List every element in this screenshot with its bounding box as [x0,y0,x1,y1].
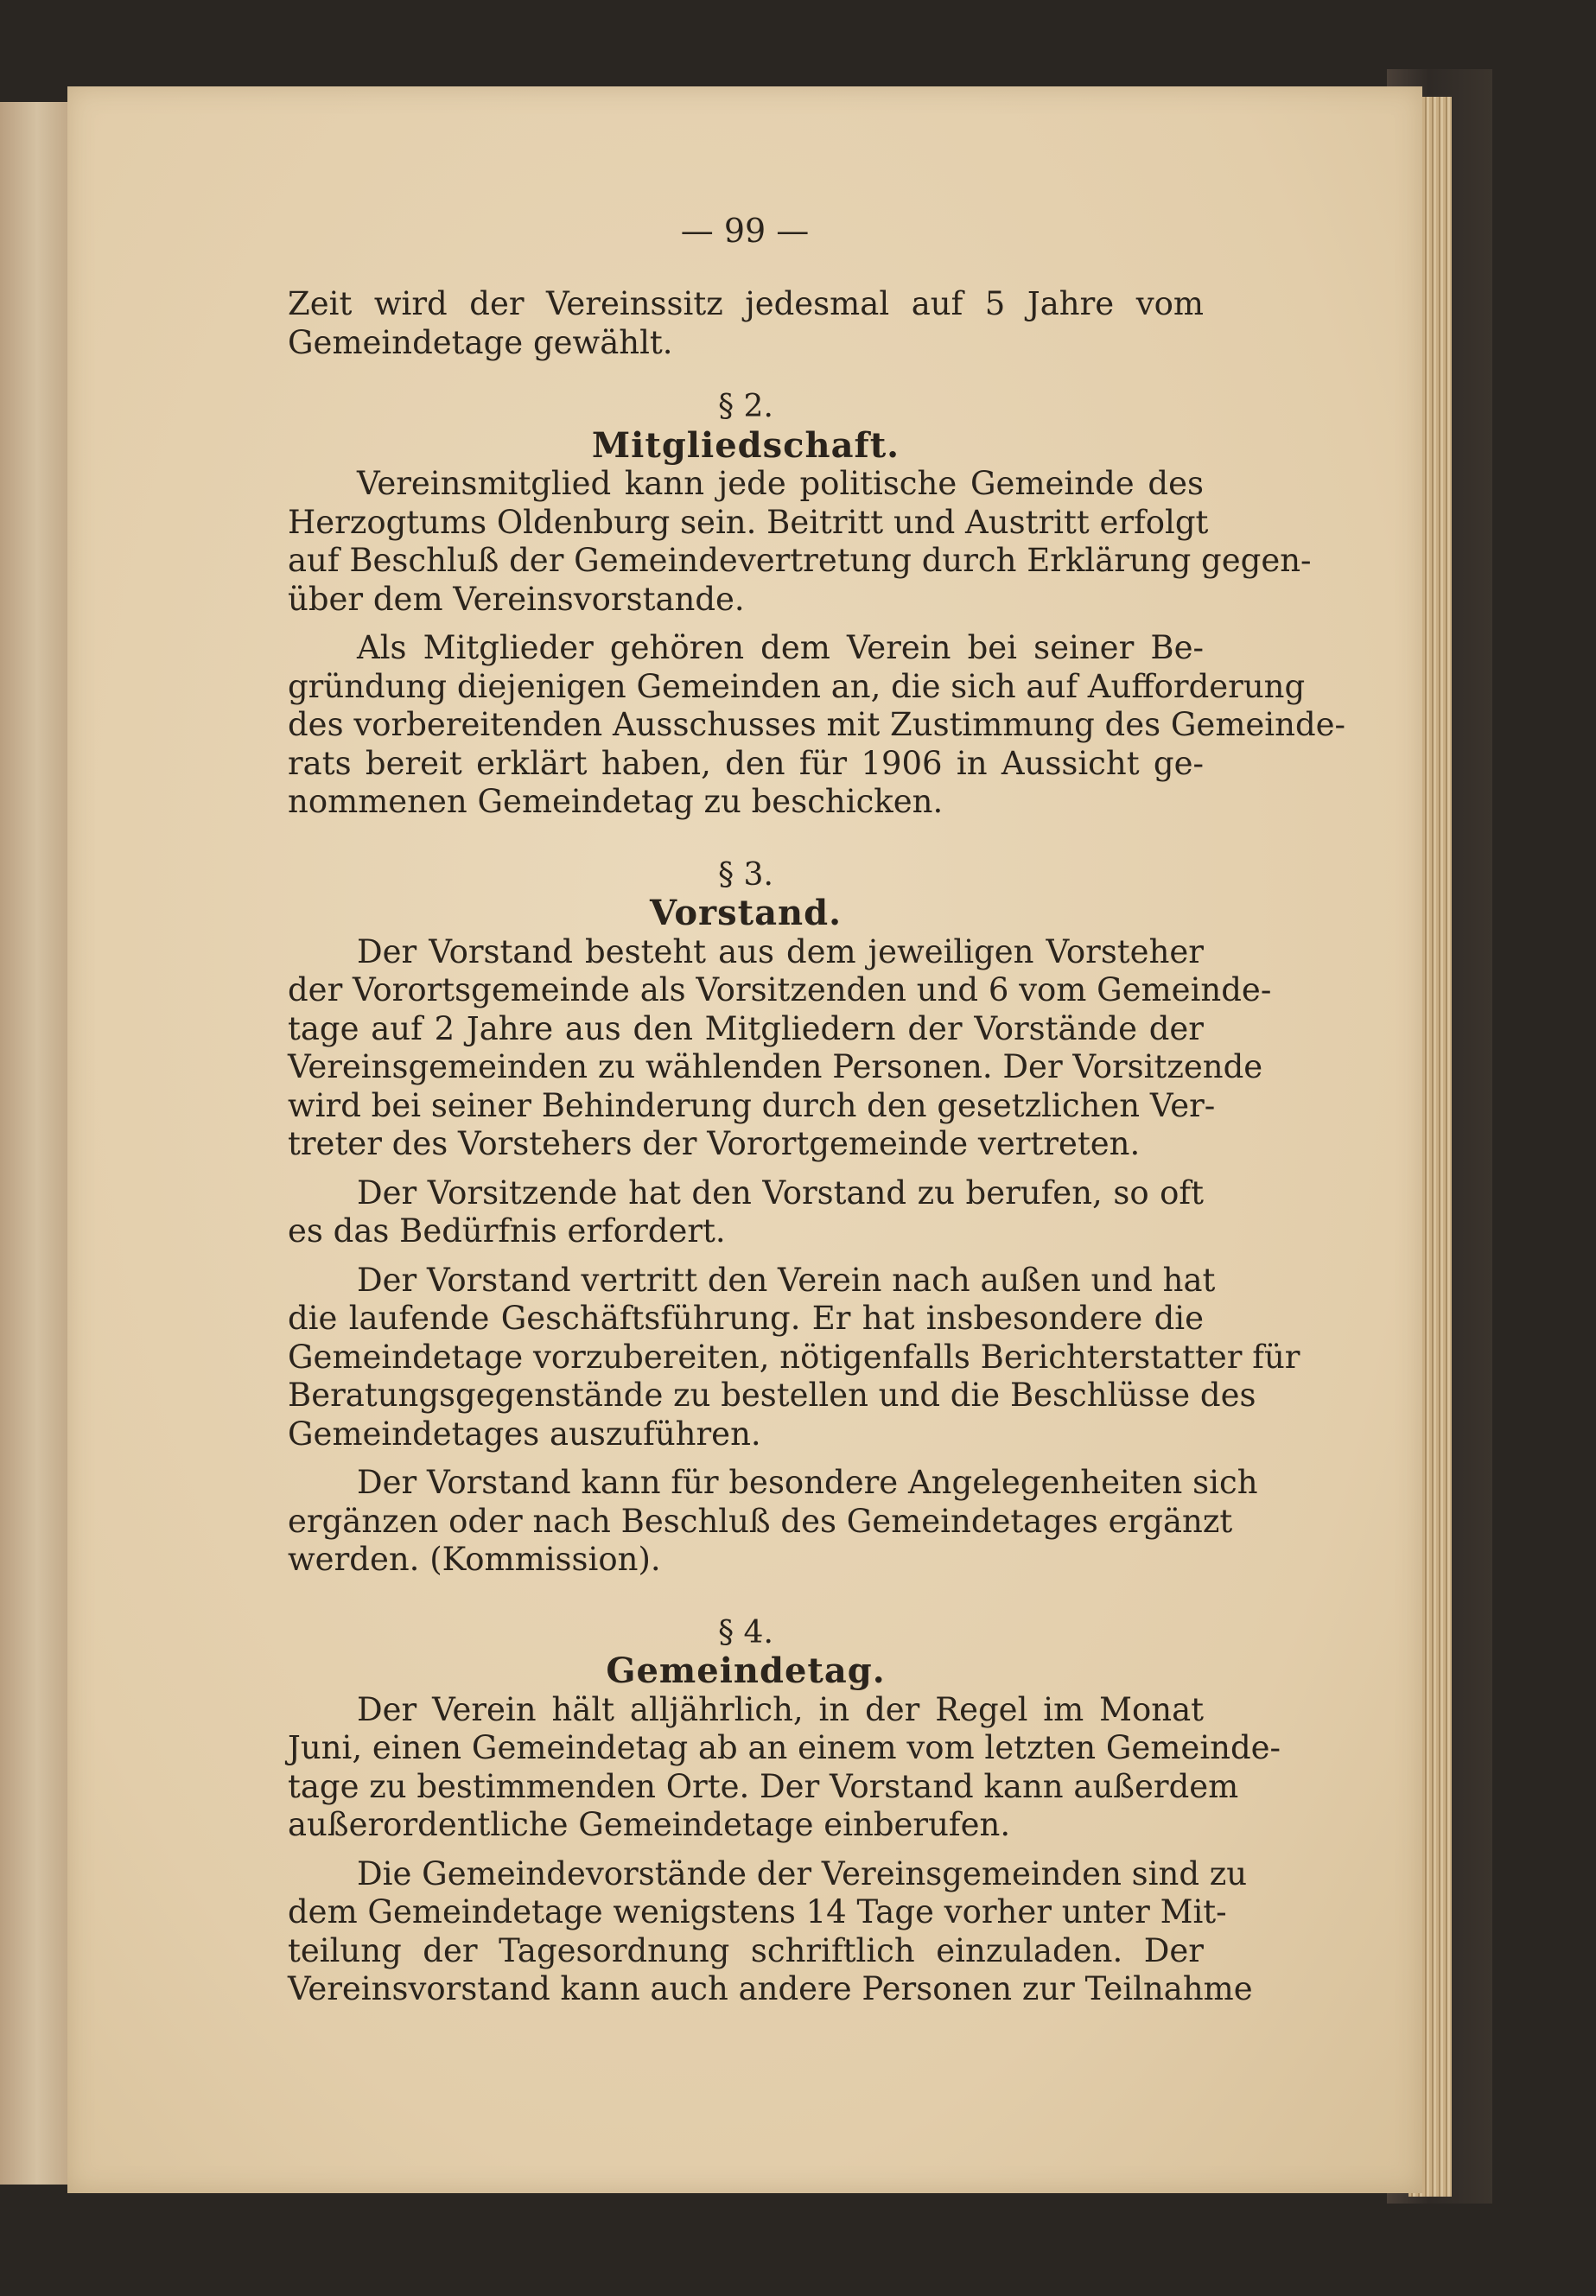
book-page [67,86,1422,2193]
section-number: § 4. [718,1614,773,1650]
text-line: Juni, einen Gemeindetag ab an einem vom letzten Gemeinde- [288,1729,1281,1766]
text-line: des vorbereitenden Ausschusses mit Zustimmung des Gemeinde- [288,706,1346,743]
text-line: Vereinsvorstand kann auch andere Personen zur Teilnahme [288,1970,1253,2007]
text-line: werden. (Kommission). [288,1541,661,1578]
text-line: die laufende Geschäftsführung. Er hat insbesondere die [288,1300,1204,1337]
text-line: außerordentliche Gemeindetage einberufen. [288,1806,1011,1843]
text-line: dem Gemeindetage wenigstens 14 Tage vorher unter Mit- [288,1893,1227,1930]
page-body [288,285,1346,2009]
paragraph [288,1690,1281,1845]
paragraph [288,932,1272,1164]
text-line: es das Bedürfnis erfordert. [288,1212,726,1250]
text-line: Zeit wird der Vereinssitz jedesmal auf 5 Jahre vom [288,285,1204,322]
paragraph [288,1464,1258,1580]
text-line: Vereinsgemeinden zu wählenden Personen. Der Vorsitzende [288,1048,1263,1085]
text-line: der Vorortsgemeinde als Vorsitzenden und 6 vom Gemeinde- [288,971,1272,1008]
text-line: Der Vorsitzende hat den Vorstand zu berufen, so oft [357,1173,1204,1212]
paragraph [288,1854,1253,2009]
page-number: — 99 — [680,212,810,250]
text-line: Die Gemeindevorstände der Vereinsgemeinden sind zu [357,1854,1248,1892]
text-line: rats bereit erklärt haben, den für 1906 in Aussicht ge- [288,744,1204,782]
section-heading: Mitgliedschaft. [591,424,900,466]
text-line: teilung der Tagesordnung schriftlich einzuladen. Der [288,1931,1204,1969]
text-line: auf Beschluß der Gemeindevertretung durch Erklärung gegen- [288,542,1312,579]
text-line: nommenen Gemeindetag zu beschicken. [288,783,944,820]
section-number: § 3. [718,856,773,893]
text-line: tage zu bestimmenden Orte. Der Vorstand kann außerdem [288,1767,1239,1805]
text-line: Vereinsmitglied kann jede politische Gemeinde des [357,465,1204,502]
text-line: treter des Vorstehers der Vorortgemeinde vertreten. [288,1125,1141,1162]
paragraph [288,1261,1300,1454]
text-line: wird bei seiner Behinderung durch den gesetzlichen Ver- [288,1086,1216,1124]
text-line: gründung diejenigen Gemeinden an, die sich auf Aufforderung [288,667,1306,705]
section-heading: Vorstand. [649,893,842,933]
text-line: Der Vorstand vertritt den Verein nach außen und hat [357,1261,1216,1299]
text-line: Beratungsgegenstände zu bestellen und die Beschlüsse des [288,1377,1256,1414]
text-line: Der Verein hält alljährlich, in der Regel im Monat [357,1690,1204,1728]
text-line: Gemeindetages auszuführen. [288,1415,761,1453]
text-line: über dem Vereinsvorstande. [288,580,745,618]
text-line: Herzogtums Oldenburg sein. Beitritt und Austritt erfolgt [288,503,1209,541]
text-line: tage auf 2 Jahre aus den Mitgliedern der Vorstände der [288,1009,1204,1047]
left-page-edge [0,102,70,2185]
text-line: ergänzen oder nach Beschluß des Gemeindetages ergänzt [288,1502,1233,1540]
section-heading: Gemeindetag. [606,1650,886,1691]
text-line: Als Mitglieder gehören dem Verein bei seiner Be- [357,629,1204,666]
paragraph [288,465,1312,619]
text-line: Gemeindetage vorzubereiten, nötigenfalls Berichterstatter für [288,1338,1300,1376]
paragraph [288,1174,1204,1251]
text-line: Der Vorstand besteht aus dem jeweiligen Vorsteher [357,932,1204,970]
text-line: Gemeindetage gewählt. [288,323,673,361]
paragraph [288,629,1346,822]
section-number: § 2. [718,389,773,424]
text-line: Der Vorstand kann für besondere Angelegenheiten sich [357,1464,1258,1501]
